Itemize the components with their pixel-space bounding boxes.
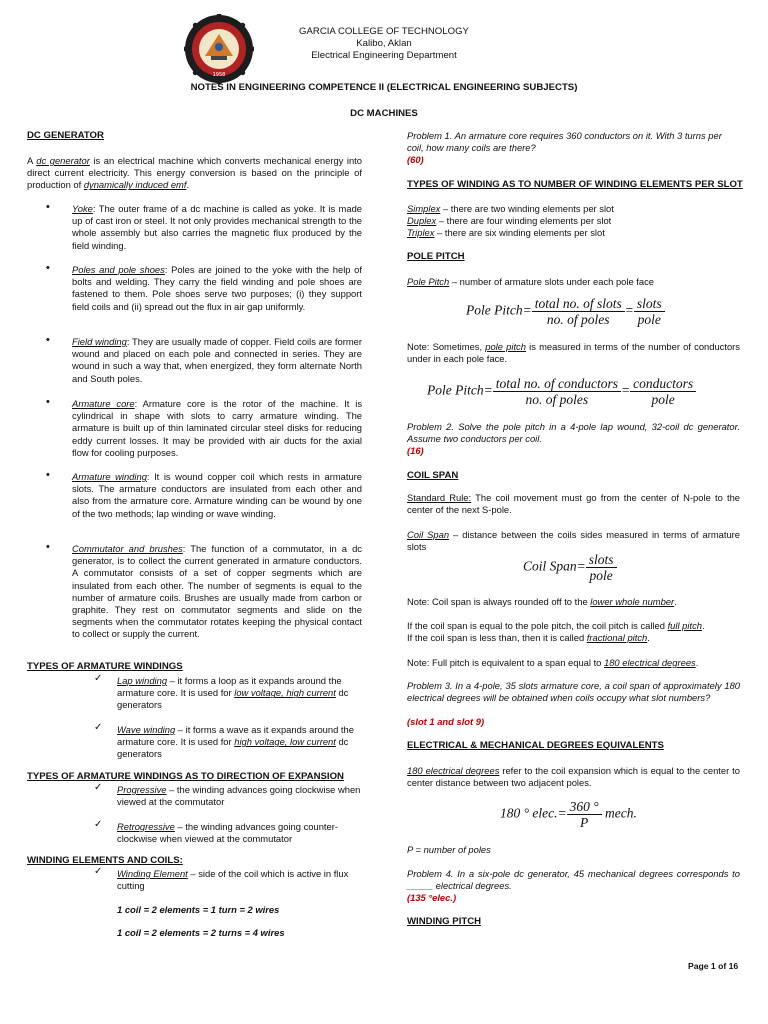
problem-2: Problem 2. Solve the pole pitch in a 4-pole lap wound, 32-coil dc generator. Assume two conductors per coil. [407,421,740,445]
pole-pitch-conductors-formula: Pole Pitch= $\frac{\text{total no. of conductors}}{\text{no. of poles}}$ = $\frac{\text{conductors}}{\text{pole}}$ [427,376,696,407]
full-pitch-note: Note: Full pitch is equivalent to a span equal to 180 electrical degrees. [407,657,699,668]
section-elements-per-slot: TYPES OF WINDING AS TO NUMBER OF WINDING ELEMENTS PER SLOT [407,179,743,190]
coil-equation-2: 1 coil = 2 elements = 2 turns = 4 wires [117,927,285,938]
topic-title: DC MACHINES [350,108,418,119]
coil-span-formula: Coil Span= $\frac{\text{slots}}{\text{pole}}$ [523,552,617,583]
problem-3-answer: (slot 1 and slot 9) [407,716,485,727]
notes-title: NOTES IN ENGINEERING COMPETENCE II (ELECTRICAL ENGINEERING SUBJECTS) [190,82,578,93]
pole-pitch-note: Note: Sometimes, pole pitch is measured in terms of the number of conductors under in each pole face. [407,341,740,365]
triplex-text: Triplex – there are six winding elements per slot [407,227,605,238]
section-winding-elements: WINDING ELEMENTS AND COILS: [27,855,183,866]
term-induced-emf: dynamically induced emf [83,179,187,191]
section-armature-windings: TYPES OF ARMATURE WINDINGS [27,661,183,672]
coil-span-note: Note: Coil span is always rounded off to the lower whole number. [407,596,677,607]
problem-4-answer: (135 °elec.) [407,892,457,903]
problem-1: Problem 1. An armature core requires 360 conductors on it. With 3 turns per coil, how many coils are there? [407,130,722,154]
checkmark-icon: ✓ [94,782,103,793]
degrees-formula: 180 ° elec.= $\frac{360 ^\circ}{P}$ mech. [500,799,637,830]
simplex-text: Simplex – there are two winding elements per slot [407,203,614,214]
problem-1-answer: (60) [407,154,424,165]
standard-rule: Standard Rule: The coil movement must go from the center of N-pole to the center of the next S-pole. [407,492,740,516]
seal-year: 1958 [212,72,226,78]
checkmark-icon: ✓ [94,722,103,733]
section-degrees-equivalents: ELECTRICAL & MECHANICAL DEGREES EQUIVALENTS [407,740,664,751]
wave-winding-text: Wave winding – it forms a wave as it expands around the armature core. It is used for high voltage, low current dc generators [117,724,354,760]
lap-winding-text: Lap winding – it forms a loop as it expands around the armature core. It is used for low voltage, high current dc generators [117,675,349,711]
section-winding-pitch: WINDING PITCH [407,916,482,927]
section-coil-span: COIL SPAN [407,470,459,481]
college-location: Kalibo, Aklan [356,38,412,49]
section-dc-generator: DC GENERATOR [27,130,104,141]
checkmark-icon: ✓ [94,673,103,684]
duplex-text: Duplex – there are four winding elements per slot [407,215,612,226]
checkmark-icon: ✓ [94,819,103,830]
term-dc-generator: dc generator [36,155,90,166]
bullet-icon: • [46,201,50,213]
problem-3: Problem 3. In a 4-pole, 35 slots armature core, a coil span of approximately 180 electrical degrees will be obtained when coils occupy what slot numbers? [407,680,740,704]
bullet-icon: • [46,334,50,346]
pole-pitch-definition: Pole Pitch – number of armature slots under each pole face [407,276,655,287]
progressive-text: Progressive – the winding advances going clockwise when viewed at the commutator [117,784,361,808]
bullet-icon: • [46,541,50,553]
checkmark-icon: ✓ [94,866,103,877]
bullet-armature-core: Armature core: Armature core is the rotor of the machine. It is cylindrical in shape with slots to carry armature winding. The armature is built up of thin laminated circular steel disks for reducing eddy current losses. It may be provided with air ducts for the axial flow for cooling purposes. [72,398,363,458]
bullet-icon: • [46,469,50,481]
bullet-yoke: Yoke: The outer frame of a dc machine is called as yoke. It is made up of cast iron or steel. It not only provides mechanical strength to the whole assembly but also carries the magnetic flux produced by the field winding. [72,203,362,251]
coil-span-definition: Coil Span – distance between the coils sides measured in terms of armature slots [407,529,740,553]
bullet-armature-winding: Armature winding: It is wound copper coil which rests in armature slots. The armature conductors are insulated from each other and also from the armature core. Armature winding can be wound by one of the two methods; lap winding or wave winding. [72,471,362,519]
pole-pitch-formula: Pole Pitch= $\frac{\text{total no. of slots}}{\text{no. of poles}}$ = $\frac{\text{slots}}{\text{pole}}$ [466,296,665,327]
bullet-icon: • [46,262,50,274]
bullet-field-winding: Field winding: They are usually made of copper. Field coils are former wound and placed on each pole and connected in series. They are wound in such a way that, when energized, they form alternate North and South poles. [72,336,362,384]
problem-4: Problem 4. In a six-pole dc generator, 45 mechanical degrees corresponds to _____ electrical degrees. [407,868,740,892]
section-direction-of-expansion: TYPES OF ARMATURE WINDINGS AS TO DIRECTION OF EXPANSION [27,771,344,782]
section-pole-pitch: POLE PITCH [407,251,465,262]
poles-definition: P = number of poles [407,844,491,855]
college-name: GARCIA COLLEGE OF TECHNOLOGY [299,26,469,37]
bullet-icon: • [46,396,50,408]
page-number: Page 1 of 16 [688,961,739,971]
retrogressive-text: Retrogressive – the winding advances going counter-clockwise when viewed at the commutator [117,821,338,845]
fractional-pitch-text: If the coil span is less than, then it is called fractional pitch. [407,632,650,643]
dc-generator-intro: A dc generator is an electrical machine which converts mechanical energy into direct current electricity. This energy conversion is based on the principle of production of dynamically induced emf. [27,155,363,191]
problem-2-answer: (16) [407,445,424,456]
electrical-degrees-definition: 180 electrical degrees refer to the coil expansion which is equal to the center to center distance between two adjacent poles. [407,765,740,789]
winding-element-text: Winding Element – side of the coil which is active in flux cutting [117,868,349,892]
full-pitch-text: If the coil span is equal to the pole pitch, the coil pitch is called full pitch. [407,620,705,631]
coil-equation-1: 1 coil = 2 elements = 1 turn = 2 wires [117,904,280,915]
bullet-commutator: Commutator and brushes: The function of a commutator, in a dc generator, is to collect the current generated in armature conductors. A commutator consists of a set of copper segments which are insulated from each other. The number of segments is equal to the number of armature coils. Brushes are usually made from carbon or graphite. They rest on commutator segments and slide on the segments when the commutator rotates keeping the physical contact to collect or supply the current. [72,543,362,640]
department-name: Electrical Engineering Department [311,50,457,61]
bullet-poles: Poles and pole shoes: Poles are joined to the yoke with the help of bolts and welding. They carry the field winding and pole shoes are fastened to them. Pole shoes serve two purposes; (i) they support field coils and (ii) spread out the flux in air gap uniformly. [72,264,362,312]
